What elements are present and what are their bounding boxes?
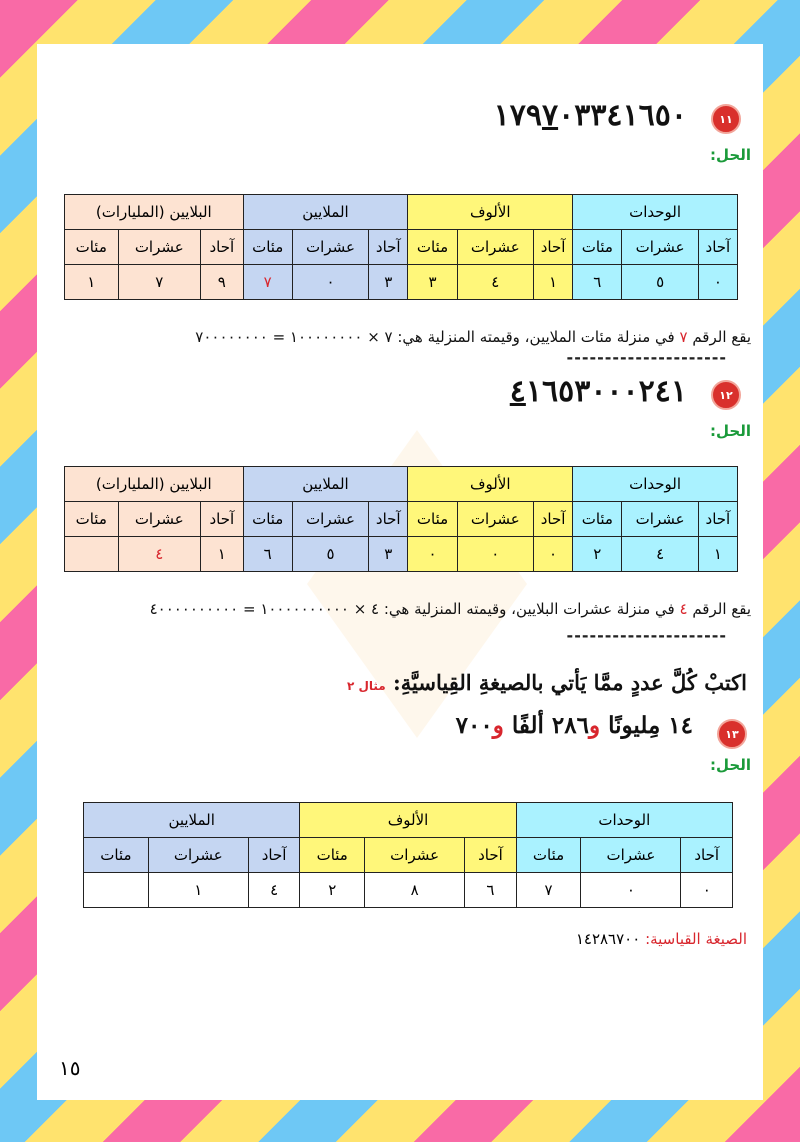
group-header-billions: البلايين (المليارات)	[65, 467, 244, 502]
column-header: عشرات	[118, 502, 201, 537]
group-header-millions: الملايين	[243, 195, 408, 230]
digit-cell: ٠	[292, 265, 368, 300]
column-header: عشرات	[365, 838, 465, 873]
question-text-13: ١٤ مِليونًا و٢٨٦ ألفًا و٧٠٠	[455, 712, 693, 739]
digit-cell	[65, 537, 119, 572]
group-header-billions: البلايين (المليارات)	[65, 195, 244, 230]
group-header-millions: الملايين	[84, 803, 300, 838]
column-header: مئات	[65, 230, 119, 265]
digit-cell: ٣	[408, 265, 457, 300]
worksheet-page	[37, 44, 763, 1100]
digit-cell: ٠	[581, 873, 681, 908]
place-value-table-13	[83, 802, 733, 908]
digit-cell: ٥	[622, 265, 698, 300]
column-header: مئات	[516, 838, 581, 873]
digit-cell: ٨	[365, 873, 465, 908]
digit-cell: ١	[201, 537, 244, 572]
digit-cell: ٩	[201, 265, 244, 300]
digit-cell: ٠	[457, 537, 533, 572]
digit-cell: ٤	[457, 265, 533, 300]
column-header: مئات	[573, 502, 622, 537]
digit-cell-highlighted: ٤	[118, 537, 201, 572]
digit-cell: ٥	[292, 537, 368, 572]
question-badge-12: ١٢	[711, 380, 741, 410]
column-header: مئات	[300, 838, 365, 873]
column-header: مئات	[408, 502, 457, 537]
standard-form: الصيغة القياسية: ١٤٢٨٦٧٠٠	[575, 930, 747, 948]
question-badge-11: ١١	[711, 104, 741, 134]
group-header-thousands: الألوف	[408, 467, 573, 502]
page-number: ١٥	[59, 1056, 81, 1080]
digit-cell: ٣	[369, 537, 408, 572]
column-header: عشرات	[581, 838, 681, 873]
digit-cell: ٢	[573, 537, 622, 572]
solution-label: الحل:	[710, 422, 751, 440]
instruction-heading: اكتبْ كُلَّ عددٍ ممَّا يَأتي بالصيغةِ القِياسيَّةِ: مثال ٢	[346, 670, 747, 695]
group-header-thousands: الألوف	[408, 195, 573, 230]
digit-cell: ٠	[533, 537, 572, 572]
column-header: آحاد	[681, 838, 733, 873]
group-header-thousands: الألوف	[300, 803, 516, 838]
column-header: عشرات	[292, 230, 368, 265]
highlighted-digit: ٧	[541, 98, 559, 133]
separator-line: ---------------------	[566, 626, 727, 645]
highlighted-digit: ٤	[509, 374, 526, 409]
column-header: آحاد	[533, 230, 572, 265]
digit-cell: ٤	[622, 537, 698, 572]
column-header: عشرات	[457, 230, 533, 265]
place-value-statement-11: يقع الرقم ٧ في منزلة مئات الملايين، وقيمته المنزلية هي: ٧ × ١٠٠٠٠٠٠٠٠ = ٧٠٠٠٠٠٠٠٠	[195, 328, 751, 346]
column-header: آحاد	[201, 230, 244, 265]
place-value-table-11	[64, 194, 738, 300]
separator-line: ---------------------	[566, 348, 727, 367]
column-header: آحاد	[465, 838, 517, 873]
column-header: مئات	[408, 230, 457, 265]
digit-cell: ١	[533, 265, 572, 300]
column-header: آحاد	[698, 230, 737, 265]
digit-cell: ٦	[465, 873, 517, 908]
solution-label: الحل:	[710, 146, 751, 164]
column-header: مئات	[243, 230, 292, 265]
column-header: آحاد	[698, 502, 737, 537]
digit-cell: ٣	[369, 265, 408, 300]
digit-cell: ٧	[118, 265, 201, 300]
digit-cell: ٤	[248, 873, 300, 908]
digit-cell-highlighted: ٧	[243, 265, 292, 300]
digit-cell: ٠	[698, 265, 737, 300]
column-header: مئات	[65, 502, 119, 537]
question-badge-13: ١٣	[717, 719, 747, 749]
digit-cell: ٢	[300, 873, 365, 908]
column-header: عشرات	[148, 838, 248, 873]
column-header: عشرات	[622, 230, 698, 265]
column-header: عشرات	[622, 502, 698, 537]
group-header-millions: الملايين	[243, 467, 408, 502]
digit-cell: ١	[65, 265, 119, 300]
solution-label: الحل:	[710, 756, 751, 774]
question-number-11: ١٧٩٧٠٣٣٤١٦٥٠	[493, 98, 687, 133]
column-header: عشرات	[292, 502, 368, 537]
digit-cell	[84, 873, 149, 908]
place-value-table-12	[64, 466, 738, 572]
column-header: مئات	[243, 502, 292, 537]
column-header: آحاد	[201, 502, 244, 537]
column-header: آحاد	[248, 838, 300, 873]
column-header: عشرات	[118, 230, 201, 265]
digit-cell: ٧	[516, 873, 581, 908]
digit-cell: ٠	[681, 873, 733, 908]
place-value-statement-12: يقع الرقم ٤ في منزلة عشرات البلايين، وقيمته المنزلية هي: ٤ × ١٠٠٠٠٠٠٠٠٠٠ = ٤٠٠٠٠٠٠٠٠٠٠	[149, 600, 751, 618]
digit-cell: ٦	[573, 265, 622, 300]
digit-cell: ١	[698, 537, 737, 572]
digit-cell: ٦	[243, 537, 292, 572]
column-header: آحاد	[369, 230, 408, 265]
group-header-units: الوحدات	[573, 467, 738, 502]
column-header: عشرات	[457, 502, 533, 537]
example-reference: مثال ٢	[346, 679, 386, 693]
group-header-units: الوحدات	[516, 803, 732, 838]
digit-cell: ٠	[408, 537, 457, 572]
digit-cell: ١	[148, 873, 248, 908]
column-header: مئات	[573, 230, 622, 265]
group-header-units: الوحدات	[573, 195, 738, 230]
question-number-12: ٤١٦٥٣٠٠٠٢٤١	[509, 374, 687, 409]
column-header: مئات	[84, 838, 149, 873]
column-header: آحاد	[369, 502, 408, 537]
column-header: آحاد	[533, 502, 572, 537]
